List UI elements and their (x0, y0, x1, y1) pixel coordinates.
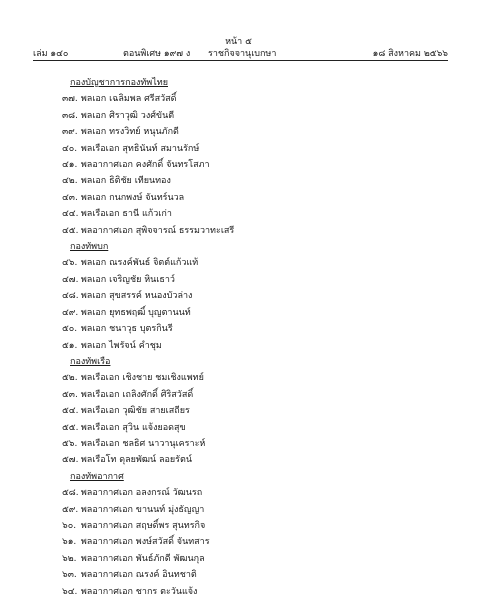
entry-name: พลเรือโท ดุลยพัฒน์ ลอยรัตน์ (80, 455, 192, 466)
section-title: กองทัพอากาศ (70, 471, 124, 482)
list-item (62, 403, 442, 419)
page-number: หน้า ๕ (225, 37, 252, 47)
entry-number: ๔๗. (62, 274, 79, 285)
entry-number: ๖๒. (62, 553, 77, 564)
entry-number: ๔๐. (62, 143, 78, 154)
list-item (62, 551, 442, 567)
list-item (62, 518, 442, 534)
entry-number: ๖๔. (62, 586, 78, 597)
gazette-name: ราชกิจจานุเบกษา (208, 49, 277, 59)
list-item (62, 108, 442, 124)
entry-number: ๕๒. (62, 373, 78, 384)
section-title: กองทัพบก (70, 242, 109, 253)
entry-name: พลเอก ชนาวุธ บุตรกินรี (80, 324, 173, 335)
entry-number: ๕๐. (62, 324, 78, 335)
entry-name: พลเรือเอก เชิงชาย ชมเชิงแพทย์ (80, 373, 204, 384)
list-item (62, 272, 442, 288)
entry-name: พลเรือเอก สุวิน แจ้งยอดสุข (80, 422, 186, 433)
entry-number: ๕๔. (62, 406, 79, 417)
entry-name: พลเรือเอก ชลธิศ นาวานุเคราะห์ (80, 438, 206, 449)
list-item (62, 124, 442, 140)
entry-name: พลเอก ณรงค์พันธ์ จิตต์แก้วแท้ (80, 258, 199, 269)
entry-name: พลเอก ยุทธพฤฒิ์ บุญตานนท์ (80, 307, 191, 318)
list-item (62, 387, 442, 403)
list-item (62, 584, 442, 600)
entry-name: พลเอก ธิติชัย เทียนทอง (80, 176, 171, 187)
entry-name: พลอากาศเอก พงษ์สวัสดิ์ จันทสาร (80, 537, 210, 548)
entry-number: ๕๓. (62, 389, 78, 400)
list-item (62, 370, 442, 386)
list-item (62, 141, 442, 157)
entry-name: พลอากาศเอก คงศักดิ์ จันทรโสภา (80, 160, 210, 171)
entry-name: พลเรือเอก เถลิงศักดิ์ ศิริสวัสดิ์ (80, 389, 194, 400)
entry-name: พลเรือเอก วุฒิชัย สายเสถียร (80, 406, 190, 417)
section-title: กองทัพเรือ (70, 356, 111, 367)
entry-number: ๔๔. (62, 209, 79, 220)
list-item (62, 420, 442, 436)
entry-name: พลอากาศเอก อลงกรณ์ วัฒนรถ (80, 488, 203, 499)
entry-number: ๕๑. (62, 340, 78, 351)
entry-name: พลเอก ไพรัจน์ คำชุม (80, 340, 162, 351)
list-item (62, 534, 442, 550)
list-item (62, 173, 442, 189)
list-item (62, 223, 442, 239)
entry-number: ๔๘. (62, 291, 79, 302)
entry-number: ๔๖. (62, 258, 78, 269)
publication-date: ๑๘ สิงหาคม ๒๕๖๖ (372, 49, 448, 59)
list-item (62, 190, 442, 206)
list-item (62, 485, 442, 501)
list-item (62, 305, 442, 321)
entry-name: พลอากาศเอก ณรงค์ อินทชาติ (80, 570, 197, 581)
entry-number: ๖๓. (62, 570, 77, 581)
entry-number: ๔๙. (62, 307, 79, 318)
entry-number: ๕๙. (62, 504, 79, 515)
issue-number: ตอนพิเศษ ๑๙๗ ง (123, 49, 191, 59)
entry-name: พลอากาศเอก พันธ์ภักดี พัฒนกุล (80, 553, 205, 564)
entry-number: ๕๘. (62, 488, 79, 499)
entry-number: ๕๗. (62, 455, 79, 466)
entry-name: พลเอก สุขสรรค์ หนองบัวล่าง (80, 291, 193, 302)
entry-number: ๓๘. (62, 110, 78, 121)
entry-number: ๔๓. (62, 192, 78, 203)
list-item (62, 255, 442, 271)
entry-number: ๓๗. (62, 94, 78, 105)
entry-name: พลอากาศเอก สุพิจจารณ์ ธรรมวาทะเสรี (80, 225, 235, 236)
list-item (62, 436, 442, 452)
entry-number: ๓๙. (62, 127, 78, 138)
list-item (62, 206, 442, 222)
list-item (62, 502, 442, 518)
entry-number: ๔๑. (62, 160, 78, 171)
list-item (62, 452, 442, 468)
list-item (62, 157, 442, 173)
entry-name: พลเรือเอก สุทธินันท์ สมานรักษ์ (80, 143, 200, 154)
entry-number: ๖๑. (62, 537, 77, 548)
entry-number: ๕๖. (62, 438, 78, 449)
name-list (62, 75, 442, 600)
list-item (62, 567, 442, 583)
entry-name: พลเอก ทรงวิทย์ หนุนภักดี (80, 127, 179, 138)
volume-number: เล่ม ๑๔๐ (33, 49, 69, 59)
gazette-header (33, 46, 448, 61)
entry-name: พลเอก เจริญชัย หินเธาว์ (80, 274, 175, 285)
entry-name: พลเอก ศิราวุฒิ วงศ์ขันตี (80, 110, 175, 121)
entry-number: ๕๕. (62, 422, 79, 433)
entry-name: พลเอก กนกพงษ์ จันทร์นวล (80, 192, 185, 203)
entry-number: ๖๐. (62, 520, 77, 531)
entry-name: พลอากาศเอก ชากร ตะวันแจ้ง (80, 586, 198, 597)
entry-name: พลเอก เฉลิมพล ศรีสวัสดิ์ (80, 94, 177, 105)
list-item (62, 288, 442, 304)
entry-name: พลอากาศเอก ขานนท์ มุ่งธัญญา (80, 504, 205, 515)
list-item (62, 91, 442, 107)
entry-name: พลเรือเอก ธานี แก้วเก่า (80, 209, 172, 220)
entry-number: ๔๕. (62, 225, 79, 236)
section-title: กองบัญชาการกองทัพไทย (70, 78, 168, 88)
list-item (62, 338, 442, 354)
list-item (62, 321, 442, 337)
entry-number: ๔๒. (62, 176, 78, 187)
entry-name: พลอากาศเอก สฤษดิ์พร สุนทรกิจ (80, 520, 206, 531)
